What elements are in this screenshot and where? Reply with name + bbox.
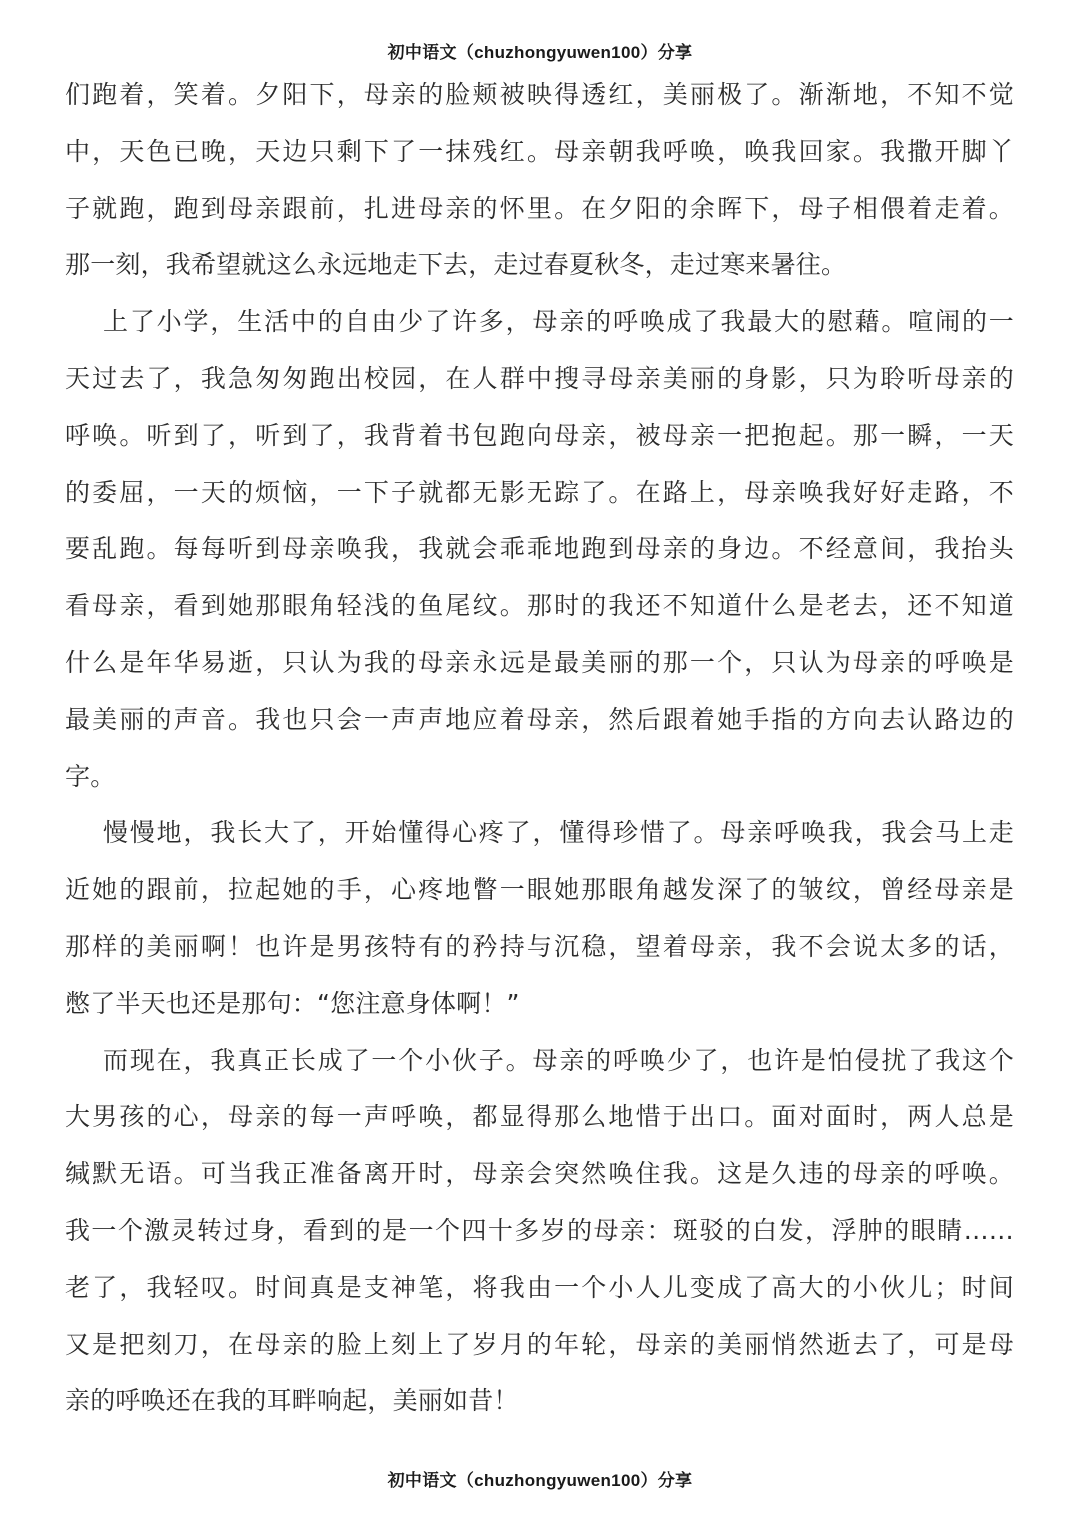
- line-text: 字。: [65, 761, 116, 791]
- line-text: 要乱跑。每每听到母亲唤我，我就会乖乖地跑到母亲的身边。不经意间，我抬头: [65, 534, 1014, 564]
- line-text: 老了，我轻叹。时间真是支神笔，将我由一个小人儿变成了高大的小伙儿；时间: [65, 1272, 1014, 1302]
- text-line: [65, 1268, 1014, 1325]
- line-text: 又是把刻刀，在母亲的脸上刻上了岁月的年轮，母亲的美丽悄然逝去了，可是母: [65, 1329, 1014, 1359]
- paragraph-end-line: [65, 245, 1014, 302]
- text-line: [65, 75, 1014, 132]
- line-text: 大男孩的心，母亲的每一声呼唤，都显得那么地惜于出口。面对面时，两人总是: [65, 1102, 1014, 1132]
- text-line: [65, 189, 1014, 246]
- line-text: 我一个激灵转过身，看到的是一个四十多岁的母亲：斑驳的白发，浮肿的眼睛……: [65, 1215, 1014, 1245]
- paragraph-end-line: [65, 984, 1014, 1041]
- text-line: [65, 1154, 1014, 1211]
- line-text: 的委屈，一天的烦恼，一下子就都无影无踪了。在路上，母亲唤我好好走路，不: [65, 477, 1014, 507]
- line-text: 看母亲，看到她那眼角轻浅的鱼尾纹。那时的我还不知道什么是老去，还不知道: [65, 591, 1014, 621]
- text-line: [65, 700, 1014, 757]
- text-line: [65, 529, 1014, 586]
- paragraph-start-line: [65, 302, 1014, 359]
- text-line: [65, 416, 1014, 473]
- line-text: 中，天色已晚，天边只剩下了一抹残红。母亲朝我呼唤，唤我回家。我撒开脚丫: [65, 136, 1014, 166]
- text-line: [65, 359, 1014, 416]
- page-footer: 初中语文（chuzhongyuwen100）分享: [387, 1471, 693, 1490]
- line-text: 而现在，我真正长成了一个小伙子。母亲的呼唤少了，也许是怕侵扰了我这个: [103, 1045, 1014, 1075]
- paragraph-start-line: [65, 1041, 1014, 1098]
- line-text: 们跑着，笑着。夕阳下，母亲的脸颊被映得透红，美丽极了。渐渐地，不知不觉: [65, 80, 1014, 109]
- essay-body: [65, 75, 1014, 1438]
- line-text: 那一刻，我希望就这么永远地走下去，走过春夏秋冬，走过寒来暑往。: [65, 250, 847, 280]
- paragraph-end-line: [65, 1381, 1014, 1438]
- text-line: [65, 870, 1014, 927]
- text-line: [65, 586, 1014, 643]
- line-text: 亲的呼唤还在我的耳畔响起，美丽如昔！: [65, 1386, 519, 1416]
- text-line: [65, 1211, 1014, 1268]
- line-text: 上了小学，生活中的自由少了许多，母亲的呼唤成了我最大的慰藉。喧闹的一: [103, 307, 1014, 337]
- text-line: [65, 1325, 1014, 1382]
- text-line: [65, 473, 1014, 530]
- page-header: 初中语文（chuzhongyuwen100）分享: [387, 43, 693, 62]
- line-text: 近她的跟前，拉起她的手，心疼地瞥一眼她那眼角越发深了的皱纹，曾经母亲是: [65, 875, 1014, 905]
- text-line: [65, 132, 1014, 189]
- text-line: [65, 643, 1014, 700]
- line-text: 缄默无语。可当我正准备离开时，母亲会突然唤住我。这是久违的母亲的呼唤。: [65, 1159, 1014, 1189]
- line-text: 子就跑，跑到母亲跟前，扎进母亲的怀里。在夕阳的余晖下，母子相偎着走着。: [65, 193, 1014, 223]
- paragraph-start-line: [65, 813, 1014, 870]
- text-line: [65, 927, 1014, 984]
- paragraph-end-line: [65, 757, 1014, 814]
- line-text: 憋了半天也还是那句：“您注意身体啊！”: [65, 988, 520, 1018]
- line-text: 呼唤。听到了，听到了，我背着书包跑向母亲，被母亲一把抱起。那一瞬，一天: [65, 420, 1014, 450]
- line-text: 天过去了，我急匆匆跑出校园，在人群中搜寻母亲美丽的身影，只为聆听母亲的: [65, 363, 1014, 393]
- line-text: 慢慢地，我长大了，开始懂得心疼了，懂得珍惜了。母亲呼唤我，我会马上走: [103, 818, 1014, 848]
- text-line: [65, 1097, 1014, 1154]
- line-text: 最美丽的声音。我也只会一声声地应着母亲，然后跟着她手指的方向去认路边的: [65, 704, 1014, 734]
- line-text: 那样的美丽啊！也许是男孩特有的矜持与沉稳，望着母亲，我不会说太多的话，: [65, 931, 1014, 961]
- line-text: 什么是年华易逝，只认为我的母亲永远是最美丽的那一个，只认为母亲的呼唤是: [65, 647, 1014, 677]
